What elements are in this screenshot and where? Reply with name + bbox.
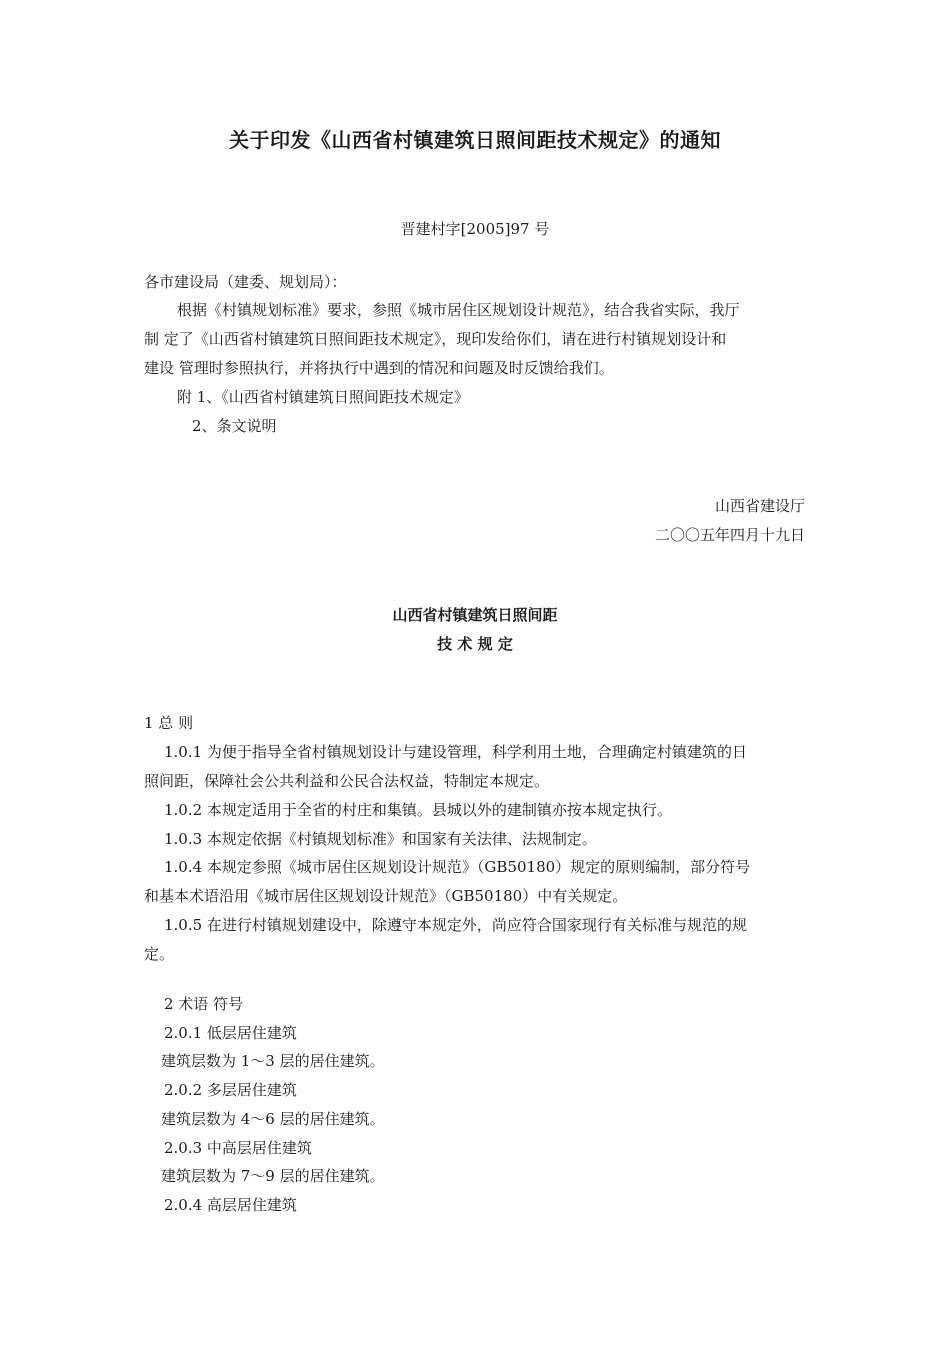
- issuer: 山西省建设厅: [714, 497, 805, 515]
- term-heading: 2.0.2 多层居住建筑: [164, 1081, 297, 1099]
- term-heading: 2.0.4 高层居住建筑: [164, 1196, 297, 1214]
- notice-body-line: 建设 管理时参照执行，并将执行中遇到的情况和问题及时反馈给我们。: [144, 359, 614, 377]
- notice-title: 关于印发《山西省村镇建筑日照间距技术规定》的通知: [229, 128, 721, 152]
- term-heading: 2.0.1 低层居住建筑: [164, 1024, 297, 1042]
- addressee: 各市建设局（建委、规划局）：: [144, 273, 347, 291]
- document-number: 晋建村字[2005]97 号: [400, 220, 550, 238]
- issue-date: 二〇〇五年四月十九日: [654, 526, 805, 544]
- attachment-item: 2、条文说明: [192, 417, 277, 435]
- clause-line: 定。: [144, 945, 175, 963]
- attachment-item: 附 1、《山西省村镇建筑日照间距技术规定》: [177, 388, 469, 406]
- clause-line: 1.0.4 本规定参照《城市居住区规划设计规范》（GB50180）规定的原则编制，部分符号: [164, 858, 751, 876]
- term-definition: 建筑层数为 7～9 层的居住建筑。: [161, 1167, 385, 1185]
- clause-line: 1.0.3 本规定依据《村镇规划标准》和国家有关法律、法规制定。: [164, 830, 597, 848]
- chapter-heading: 2 术语 符号: [164, 995, 244, 1013]
- notice-body-line: 制 定了《山西省村镇建筑日照间距技术规定》，现印发给你们，请在进行村镇规划设计和: [144, 330, 727, 348]
- clause-line: 1.0.5 在进行村镇规划建设中，除遵守本规定外，尚应符合国家现行有关标准与规范的规: [164, 916, 747, 934]
- clause-line: 1.0.2 本规定适用于全省的村庄和集镇。县城以外的建制镇亦按本规定执行。: [164, 801, 672, 819]
- regulation-subtitle: 技 术 规 定: [437, 635, 513, 653]
- chapter-heading: 1 总 则: [144, 714, 194, 732]
- term-definition: 建筑层数为 1～3 层的居住建筑。: [161, 1052, 385, 1070]
- term-heading: 2.0.3 中高层居住建筑: [164, 1139, 312, 1157]
- notice-body-line: 根据《村镇规划标准》要求，参照《城市居住区规划设计规范》，结合我省实际，我厅: [177, 301, 740, 319]
- regulation-title: 山西省村镇建筑日照间距: [392, 606, 558, 624]
- clause-line: 1.0.1 为便于指导全省村镇规划设计与建设管理，科学利用土地，合理确定村镇建筑的日: [164, 743, 747, 761]
- term-definition: 建筑层数为 4～6 层的居住建筑。: [161, 1110, 385, 1128]
- clause-line: 照间距，保障社会公共利益和公民合法权益，特制定本规定。: [144, 772, 550, 790]
- clause-line: 和基本术语沿用《城市居住区规划设计规范》（GB50180）中有关规定。: [144, 887, 628, 905]
